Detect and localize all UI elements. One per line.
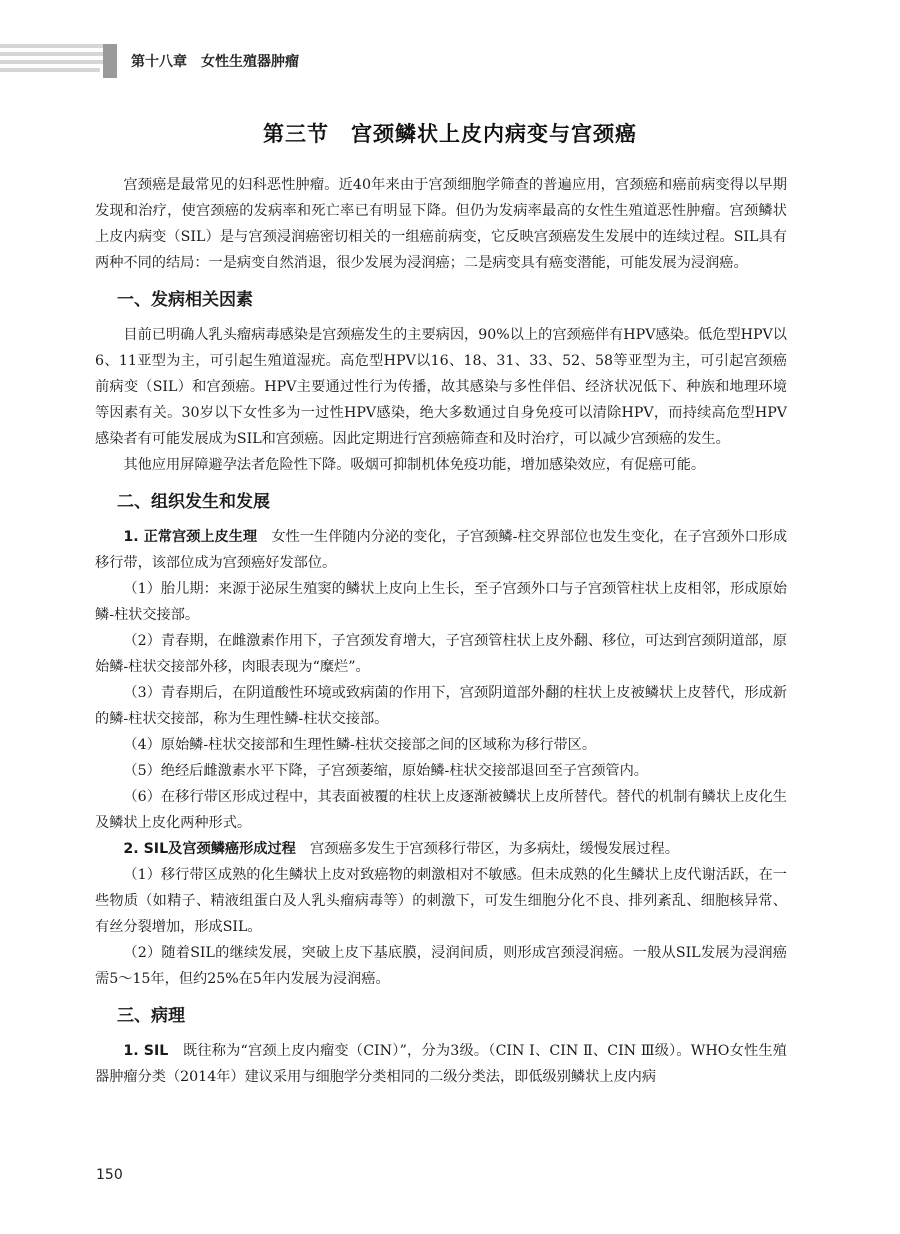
paragraph: 目前已明确人乳头瘤病毒感染是宫颈癌发生的主要病因，90%以上的宫颈癌伴有HPV感染。低危型HPV以6、11亚型为主，可引起生殖道湿疣。高危型HPV以16、18、31、33、52、58等亚型为主，可引起宫颈癌前病变（SIL）和宫颈癌。HPV主要通过性行为传播，故其感染与多性伴侣、经济状况低下、种族和地理环境等因素有关。30岁以下女性多为一过性HPV感染，绝大多数通过自身免疫可以清除HPV，而持续高危型HPV感染者有可能发展成为SIL和宫颈癌。因此定期进行宫颈癌筛查和及时治疗，可以减少宫颈癌的发生。 <box>95 327 787 447</box>
section-title: 第三节 宫颈鳞状上皮内病变与宫颈癌 <box>263 122 637 146</box>
paragraph <box>95 836 787 862</box>
item-text: 宫颈癌多发生于宫颈移行带区，为多病灶，缓慢发展过程。 <box>295 841 679 857</box>
list-item: （4）原始鳞-柱状交接部和生理性鳞-柱状交接部之间的区域称为移行带区。 <box>123 737 597 753</box>
paragraph <box>95 524 787 576</box>
item-text: 既往称为“宫颈上皮内瘤变（CIN）”，分为3级。（CIN Ⅰ、CIN Ⅱ、CIN Ⅲ级）。WHO女性生殖器肿瘤分类（2014年）建议采用与细胞学分类相同的二级分类法，即低级别鳞状上皮内病 <box>95 1043 787 1085</box>
page-body <box>95 172 787 1090</box>
list-item: （3）青春期后，在阴道酸性环境或致病菌的作用下，宫颈阴道部外翻的柱状上皮被鳞状上皮替代，形成新的鳞-柱状交接部，称为生理性鳞-柱状交接部。 <box>95 685 787 727</box>
paragraph: 其他应用屏障避孕法者危险性下降。吸烟可抑制机体免疫功能，增加感染效应，有促癌可能。 <box>123 457 706 473</box>
item-text: 女性一生伴随内分泌的变化，子宫颈鳞-柱交界部位也发生变化，在子宫颈外口形成移行带，该部位成为宫颈癌好发部位。 <box>95 529 788 571</box>
list-item: （5）绝经后雌激素水平下降，子宫颈萎缩，原始鳞-柱状交接部退回至子宫颈管内。 <box>123 763 648 779</box>
item-title: 2. SIL及宫颈鳞癌形成过程 <box>123 841 296 857</box>
list-item: （1）移行带区成熟的化生鳞状上皮对致癌物的刺激相对不敏感。但未成熟的化生鳞状上皮代谢活跃，在一些物质（如精子、精液组蛋白及人乳头瘤病毒等）的刺激下，可发生细胞分化不良、排列紊乱、细胞核异常、有丝分裂增加，形成SIL。 <box>95 867 787 935</box>
paragraph <box>95 1038 787 1090</box>
heading-pathogenesis: 一、发病相关因素 <box>117 290 253 310</box>
list-item: （6）在移行带区形成过程中，其表面被覆的柱状上皮逐渐被鳞状上皮所替代。替代的机制有鳞状上皮化生及鳞状上皮化两种形式。 <box>95 789 787 831</box>
list-item: （2）青春期，在雌激素作用下，子宫颈发育增大，子宫颈管柱状上皮外翻、移位，可达到宫颈阴道部，原始鳞-柱状交接部外移，肉眼表现为“糜烂”。 <box>95 633 787 675</box>
heading-pathology: 三、病理 <box>117 1006 185 1026</box>
heading-histogenesis: 二、组织发生和发展 <box>117 492 270 512</box>
page-number: 150 <box>96 1167 123 1183</box>
item-title: 1. SIL <box>123 1043 169 1059</box>
intro-paragraph: 宫颈癌是最常见的妇科恶性肿瘤。近40年来由于宫颈细胞学筛查的普遍应用，宫颈癌和癌前病变得以早期发现和治疗，使宫颈癌的发病率和死亡率已有明显下降。但仍为发病率最高的女性生殖道恶性肿瘤。宫颈鳞状上皮内病变（SIL）是与宫颈浸润癌密切相关的一组癌前病变，它反映宫颈癌发生发展中的连续过程。SIL具有两种不同的结局：一是病变自然消退，很少发展为浸润癌；二是病变具有癌变潜能，可能发展为浸润癌。 <box>95 177 787 271</box>
list-item: （2）随着SIL的继续发展，突破上皮下基底膜，浸润间质，则形成宫颈浸润癌。一般从SIL发展为浸润癌需5～15年，但约25%在5年内发展为浸润癌。 <box>95 945 787 987</box>
chapter-title: 第十八章 女性生殖器肿瘤 <box>131 54 299 70</box>
header-bar <box>103 44 117 78</box>
item-title: 1. 正常宫颈上皮生理 <box>123 529 258 545</box>
list-item: （1）胎儿期：来源于泌尿生殖窦的鳞状上皮向上生长，至子宫颈外口与子宫颈管柱状上皮相邻，形成原始鳞-柱状交接部。 <box>95 581 787 623</box>
header-decoration <box>0 44 112 78</box>
